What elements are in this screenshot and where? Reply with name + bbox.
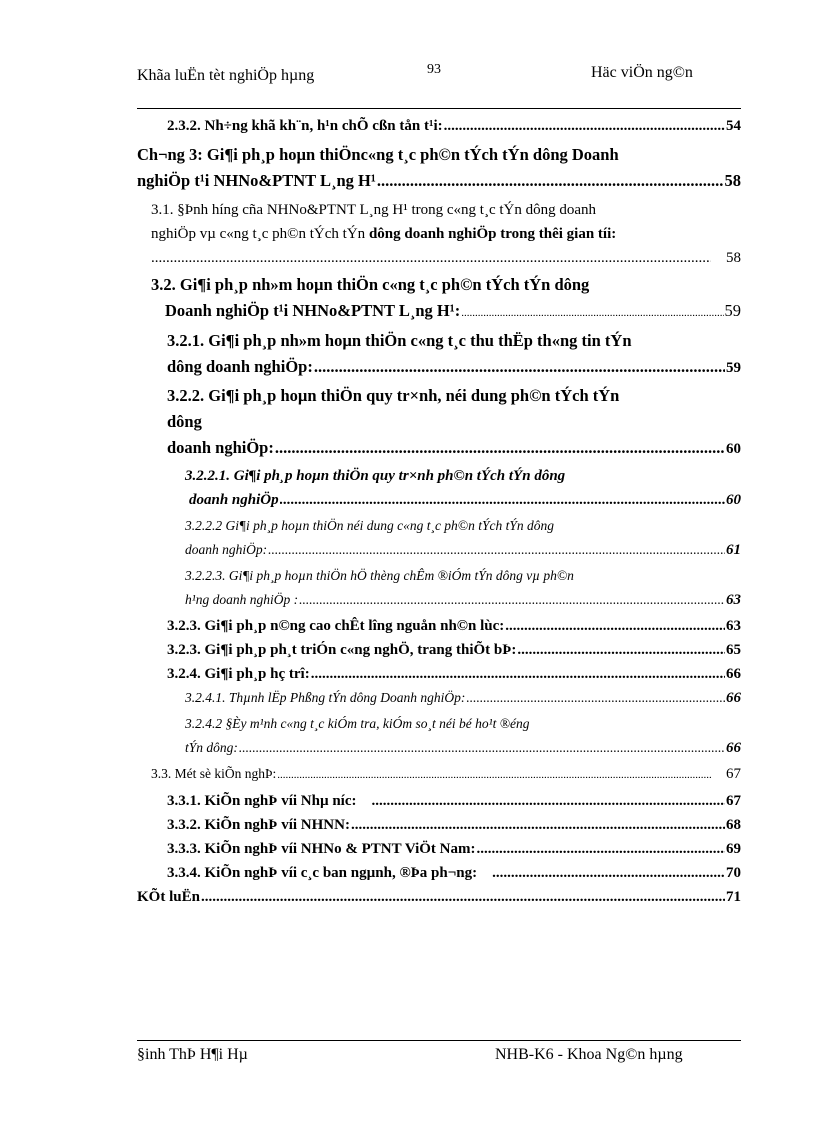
toc-leader (444, 114, 725, 138)
toc-entry-3-3[interactable] (137, 762, 741, 787)
toc-entry-3-3-4[interactable] (137, 861, 741, 885)
toc-entry-3-2-1[interactable] (137, 328, 741, 381)
toc-leader (377, 168, 724, 194)
toc-entry-page: 67 (726, 793, 741, 809)
footer-class: NHB-K6 - Khoa Ng©n hµng (495, 1046, 683, 1063)
toc-entry-text: 3.2. Gi¶i ph¸p nh»m hoµn thiÖn c«ng t¸c ph©n tÝch tÝn dông (151, 275, 590, 294)
toc-entry-text-cont: doanh nghiÖp: (185, 542, 268, 557)
toc-leader (275, 435, 725, 461)
toc-leader (505, 614, 725, 638)
toc-entry-page: 67 (726, 766, 741, 782)
toc-entry-page: 69 (726, 841, 741, 857)
header-rule (137, 108, 741, 109)
toc-entry-page: 59 (726, 360, 741, 376)
toc-entry-text: 3.3.1. KiÕn nghÞ víi Nhµ níc: (167, 793, 357, 809)
toc-entry-page: 63 (726, 618, 741, 634)
toc-entry-text-bold: dông doanh nghiÖp trong thêi gian tíi: (368, 226, 617, 242)
toc-entry-text: 3.2.4.1. Thµnh lËp Phßng tÝn dông Doanh nghiÖp: (185, 690, 466, 705)
toc-leader (311, 662, 725, 686)
toc-entry-3-3-2[interactable] (137, 813, 741, 837)
toc-entry-page: 60 (726, 441, 741, 457)
toc-entry-text-cont: nghiÖp t¹i NHNo&PTNT L¸ng H¹ (137, 171, 376, 190)
toc-entry-text-cont: dông (167, 412, 202, 431)
toc-entry-3-1[interactable] (137, 198, 741, 270)
toc-leader (477, 837, 726, 861)
toc-entry-3-2-4-1[interactable] (137, 686, 741, 710)
toc-entry-text-cont: nghiÖp vµ c«ng t¸c ph©n tÝch tÝn (151, 226, 369, 242)
toc-leader (478, 861, 725, 885)
toc-leader (239, 736, 725, 760)
toc-entry-text-cont: tÝn dông: (185, 740, 238, 755)
footer-author: §inh ThÞ H¶i Hµ (137, 1046, 248, 1063)
table-of-contents (137, 114, 741, 909)
toc-leader (314, 354, 725, 380)
toc-entry-page: 58 (726, 250, 741, 266)
toc-entry-ket-luan[interactable] (137, 885, 741, 909)
toc-entry-text: 3.2.2.2 Gi¶i ph¸p hoµn thiÖn néi dung c«ng t¸c ph©n tÝch tÝn dông (185, 518, 554, 533)
toc-entry-page: 66 (726, 690, 741, 706)
toc-entry-text: 3.2.3. Gi¶i ph¸p ph¸t triÓn c«ng nghÖ, trang thiÕt bÞ: (167, 642, 517, 658)
toc-entry-page: 61 (726, 542, 741, 558)
toc-entry-text-cont2: doanh nghiÖp: (167, 438, 274, 457)
toc-entry-3-2-2-2[interactable] (137, 514, 741, 562)
toc-leader (351, 813, 725, 837)
toc-entry-page: 70 (726, 865, 741, 881)
toc-leader (201, 885, 725, 909)
toc-entry-3-2-4-2[interactable] (137, 712, 741, 760)
toc-entry-3-3-1[interactable] (137, 789, 741, 813)
toc-entry-text: 3.2.4.2 §Èy m¹nh c«ng t¸c kiÓm tra, kiÓm so¸t néi bé ho¹t ®éng (185, 716, 530, 731)
toc-entry-page: 58 (724, 171, 741, 190)
toc-entry-page: 66 (726, 666, 741, 682)
toc-entry-text: 3.2.2. Gi¶i ph¸p hoµn thiÖn quy tr×nh, néi dung ph©n tÝch tÝn (167, 386, 620, 405)
toc-entry-3-2-3-cong-nghe[interactable] (137, 638, 741, 662)
toc-entry-text: 3.1. §Þnh híng cña NHNo&PTNT L¸ng H¹ trong c«ng t¸c tÝn dông doanh (151, 202, 597, 218)
toc-leader (517, 638, 725, 662)
toc-entry-page: 68 (726, 817, 741, 833)
toc-entry-text: 3.2.4. Gi¶i ph¸p hç trî: (167, 666, 310, 682)
toc-entry-page: 65 (726, 642, 741, 658)
toc-leader (277, 763, 711, 787)
toc-entry-text-cont: doanh nghiÖp (189, 492, 279, 508)
toc-entry-3-2-2-1[interactable] (137, 464, 741, 512)
toc-entry-chapter-3[interactable] (137, 142, 741, 194)
footer-rule (137, 1040, 741, 1041)
toc-entry-3-2-2-3[interactable] (137, 564, 741, 612)
toc-leader (461, 300, 723, 326)
toc-entry-text-cont: h¹ng doanh nghiÖp : (185, 592, 299, 607)
toc-entry-text: 3.3.2. KiÕn nghÞ víi NHNN: (167, 817, 350, 833)
toc-leader (280, 488, 725, 512)
toc-entry-3-3-3[interactable] (137, 837, 741, 861)
toc-entry-page: 66 (726, 740, 741, 756)
header-right: Häc viÖn ng©n (591, 64, 693, 81)
toc-entry-page: 71 (726, 889, 741, 905)
toc-entry-text: 3.2.2.1. Gi¶i ph¸p hoµn thiÖn quy tr×nh ph©n tÝch tÝn dông (185, 468, 566, 484)
toc-entry-page: 54 (726, 118, 741, 134)
toc-leader (151, 246, 711, 270)
toc-entry-text: KÕt luËn (137, 889, 200, 905)
toc-entry-page: 63 (726, 592, 741, 608)
toc-entry-3-2-2[interactable] (137, 383, 741, 462)
toc-entry-page: 60 (726, 492, 741, 508)
toc-entry-text: 3.3.4. KiÕn nghÞ víi c¸c ban ngµnh, ®Þa ph¬ng: (167, 865, 478, 881)
toc-entry-2-3-2[interactable] (137, 114, 741, 138)
toc-entry-3-2-4[interactable] (137, 662, 741, 686)
header-left: Khãa luËn tèt nghiÖp hµng (137, 67, 315, 84)
toc-leader (466, 686, 725, 710)
toc-entry-3-2-3-nhan-luc[interactable] (137, 614, 741, 638)
toc-leader (299, 588, 725, 612)
toc-entry-page: 59 (724, 301, 741, 320)
toc-entry-text: 3.3.3. KiÕn nghÞ víi NHNo & PTNT ViÖt Nam: (167, 841, 476, 857)
toc-entry-text-cont: dông doanh nghiÖp: (167, 357, 313, 376)
toc-leader (358, 789, 725, 813)
toc-entry-text: 3.2.1. Gi¶i ph¸p nh»m hoµn thiÖn c«ng t¸c thu thËp th«ng tin tÝn (167, 331, 632, 350)
toc-entry-text: 3.3. Mét sè kiÕn nghÞ: (151, 766, 277, 781)
toc-entry-text-cont: Doanh nghiÖp t¹i NHNo&PTNT L¸ng H¹: (165, 301, 461, 320)
toc-entry-text: 3.2.2.3. Gi¶i ph¸p hoµn thiÖn hÖ thèng chÊm ®iÓm tÝn dông vµ ph©n (185, 568, 574, 583)
toc-entry-3-2[interactable] (137, 272, 741, 326)
toc-leader (268, 538, 725, 562)
toc-entry-text: Ch¬ng 3: Gi¶i ph¸p hoµn thiÖnc«ng t¸c ph©n tÝch tÝn dông Doanh (137, 145, 619, 164)
toc-entry-text: 2.3.2. Nh÷ng khã kh¨n, h¹n chÕ cßn tån t¹i: (167, 118, 443, 134)
toc-entry-text: 3.2.3. Gi¶i ph¸p n©ng cao chÊt lîng nguån nh©n lùc: (167, 618, 505, 634)
header-page-number: 93 (427, 62, 441, 77)
